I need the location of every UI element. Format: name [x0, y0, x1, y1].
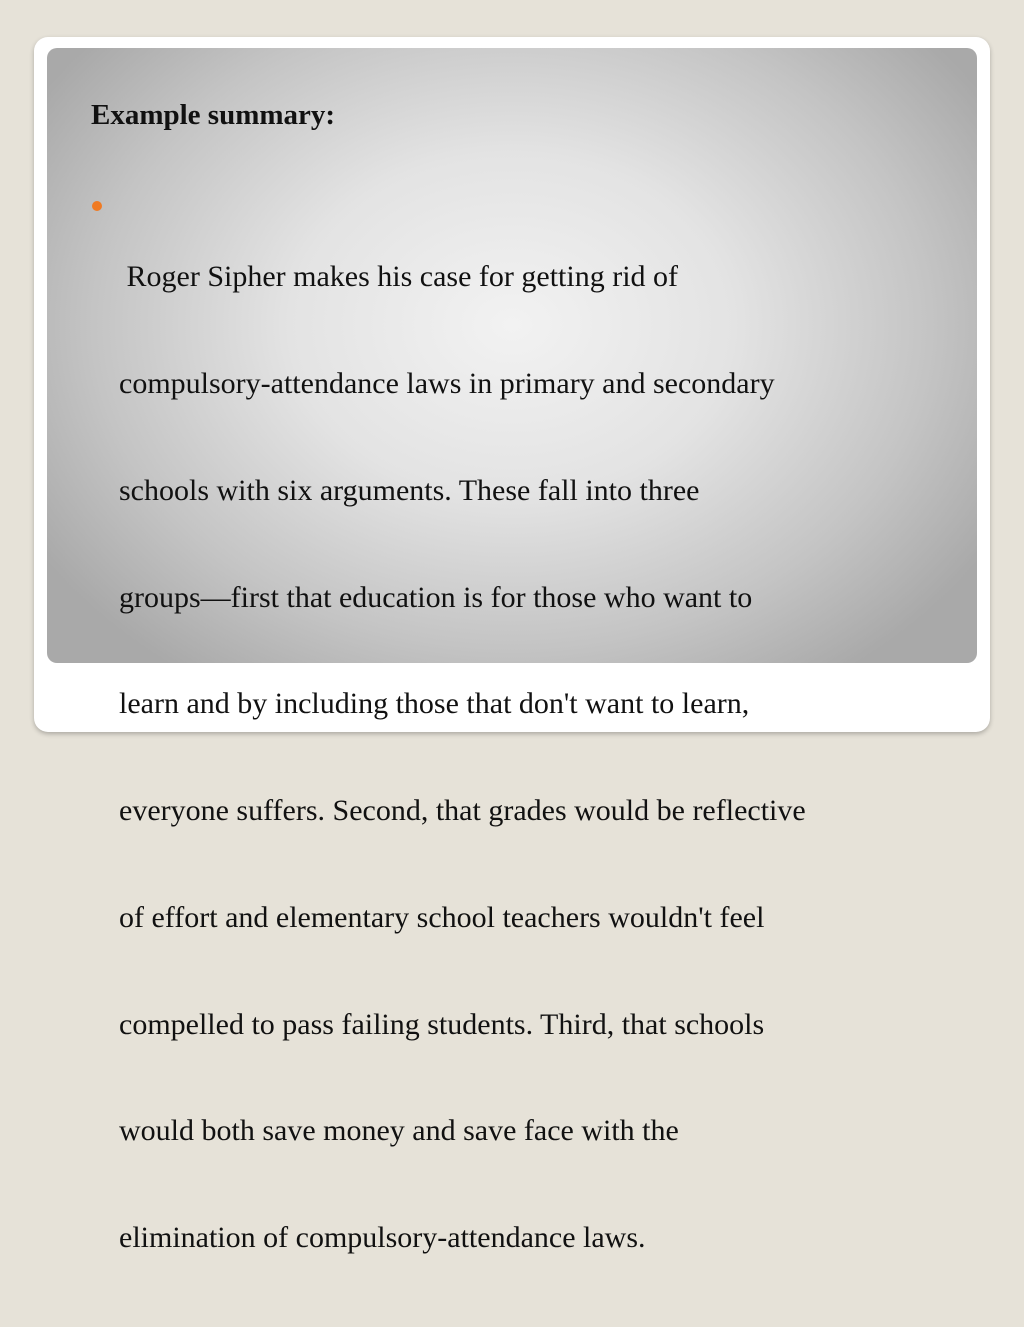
summary-line: everyone suffers. Second, that grades would be reflective [119, 794, 806, 828]
summary-paragraph [119, 188, 979, 1327]
summary-line: of effort and elementary school teachers wouldn't feel [119, 900, 765, 934]
summary-line: Roger Sipher makes his case for getting rid of [119, 260, 679, 294]
summary-line: compelled to pass failing students. Third, that schools [119, 1007, 765, 1041]
summary-line: learn and by including those that don't want to learn, [119, 687, 750, 721]
slide-frame [34, 37, 990, 1255]
summary-line: schools with six arguments. These fall into three [119, 473, 700, 507]
summary-line: compulsory-attendance laws in primary and secondary [119, 366, 775, 400]
content-panel [47, 48, 977, 1255]
summary-line: would both save money and save face with the [119, 1114, 679, 1148]
bullet-dot-icon [92, 201, 102, 211]
summary-line: elimination of compulsory-attendance laws. [119, 1221, 646, 1255]
summary-line: groups—first that education is for those who want to [119, 580, 753, 614]
slide-heading: Example summary: [91, 99, 336, 131]
